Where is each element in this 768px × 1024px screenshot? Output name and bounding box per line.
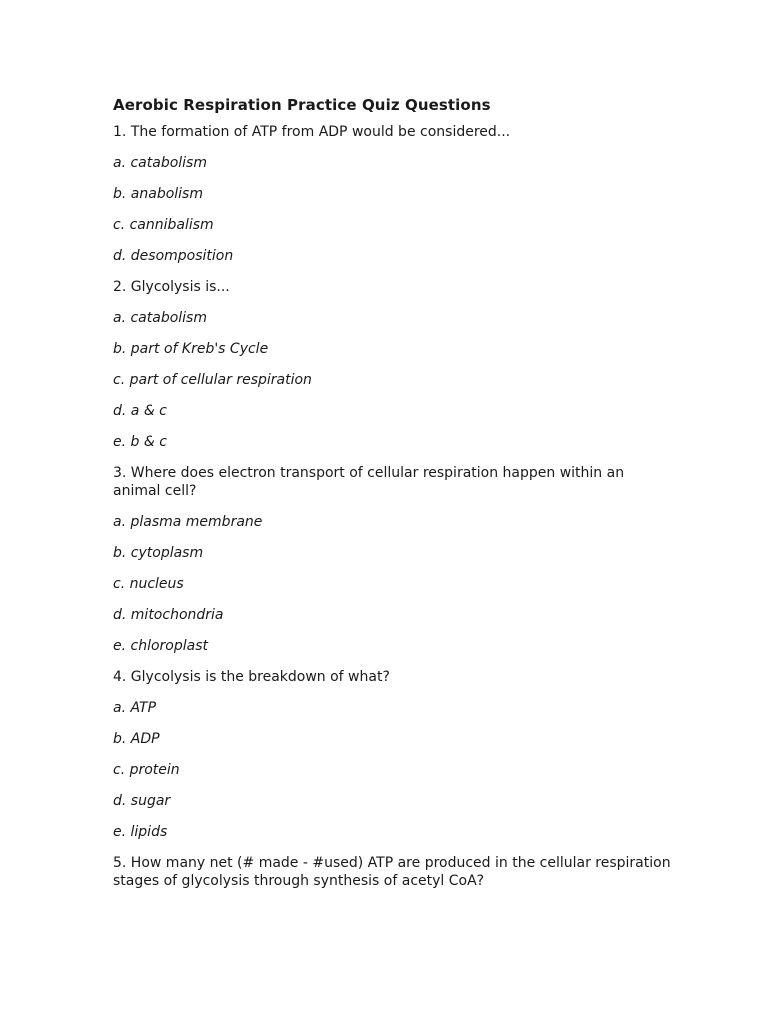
question-2-option-d: d. a & c	[113, 403, 167, 419]
document-page	[113, 95, 673, 903]
question-4-text: 4. Glycolysis is the breakdown of what?	[113, 669, 390, 685]
question-4-option-d: d. sugar	[113, 793, 171, 809]
question-4-option-a: a. ATP	[113, 700, 157, 716]
question-2-option-b: b. part of Kreb's Cycle	[113, 341, 269, 357]
question-3-option-c: c. nucleus	[113, 576, 184, 592]
question-5-text: 5. How many net (# made - #used) ATP are produced in the cellular respiration stages of glycolysis through synthesis of acetyl CoA?	[113, 855, 671, 889]
question-4-option-b: b. ADP	[113, 731, 160, 747]
question-1-option-b: b. anabolism	[113, 186, 203, 202]
question-2-text: 2. Glycolysis is...	[113, 279, 230, 295]
question-2-option-c: c. part of cellular respiration	[113, 372, 312, 388]
question-1-text: 1. The formation of ATP from ADP would be considered...	[113, 124, 511, 140]
question-1-option-a: a. catabolism	[113, 155, 207, 171]
question-1-option-c: c. cannibalism	[113, 217, 214, 233]
question-4-option-e: e. lipids	[113, 824, 168, 840]
question-3-option-e: e. chloroplast	[113, 638, 208, 654]
question-2-option-a: a. catabolism	[113, 310, 207, 326]
question-3-option-a: a. plasma membrane	[113, 514, 263, 530]
question-4-option-c: c. protein	[113, 762, 180, 778]
question-3-option-b: b. cytoplasm	[113, 545, 204, 561]
question-2-option-e: e. b & c	[113, 434, 167, 450]
question-1-option-d: d. desomposition	[113, 248, 234, 264]
document-title: Aerobic Respiration Practice Quiz Questions	[113, 96, 491, 114]
question-3-option-d: d. mitochondria	[113, 607, 224, 623]
question-3-text: 3. Where does electron transport of cellular respiration happen within an animal cell?	[113, 465, 625, 499]
